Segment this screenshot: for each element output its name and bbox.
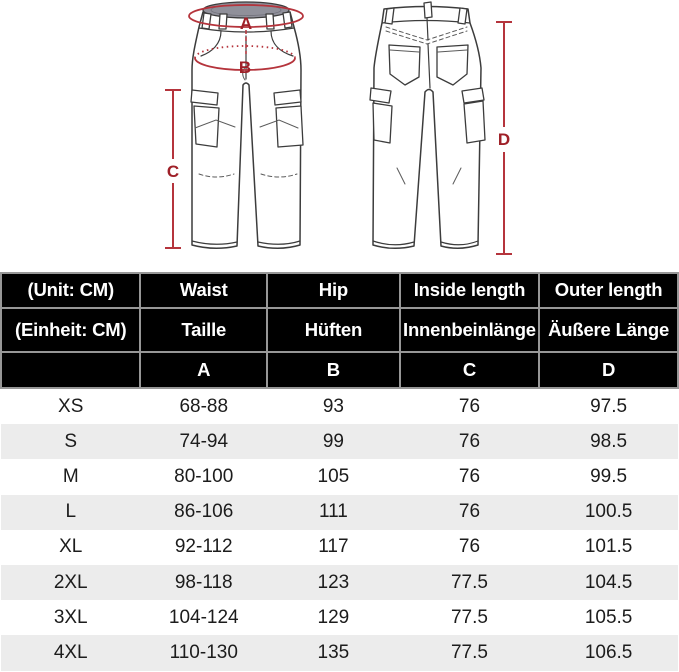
waist-cell: 104-124	[168, 606, 239, 628]
inside-length-cell: 77.5	[450, 606, 488, 628]
inside-length-cell: 76	[458, 465, 481, 487]
belt-loop	[458, 8, 467, 24]
measure-label-c: C	[166, 162, 180, 181]
pants-front-view	[191, 2, 303, 248]
outer-length-cell: 98.5	[590, 430, 628, 452]
inside-length-cell: 77.5	[450, 641, 488, 663]
size-cell: XL	[59, 536, 83, 558]
size-cell: M	[62, 465, 79, 487]
size-row-m	[1, 459, 678, 494]
size-cell: 4XL	[53, 641, 88, 663]
inseam-measure-c	[165, 90, 181, 248]
header-waist-de: Taille	[140, 308, 267, 352]
size-row-3xl	[1, 600, 678, 635]
size-row-xs	[1, 388, 678, 424]
header-outer-length-de: Äußere Länge	[539, 308, 678, 352]
header-outer-length-en: Outer length	[539, 273, 678, 308]
belt-loop	[385, 8, 394, 24]
cargo-pocket-flap-right	[274, 90, 301, 105]
size-row-2xl	[1, 565, 678, 600]
hip-cell: 93	[322, 395, 344, 417]
hip-cell: 117	[318, 536, 349, 558]
table-body	[1, 388, 678, 671]
size-row-s	[1, 424, 678, 459]
waist-cell: 92-112	[174, 536, 233, 558]
hip-cell: 99	[322, 430, 344, 452]
size-cell: 2XL	[53, 571, 88, 593]
cargo-pocket-right	[276, 106, 303, 147]
waist-cell: 68-88	[179, 395, 229, 417]
inside-length-cell: 76	[458, 395, 481, 417]
unit-label-de: (Einheit: CM)	[1, 308, 140, 352]
header-inside-length-de: Innenbeinlänge	[400, 308, 539, 352]
pants-back-view	[370, 2, 485, 248]
header-letter-b: B	[267, 352, 400, 388]
header-waist-en: Waist	[140, 273, 267, 308]
measure-label-b: B	[238, 58, 252, 77]
header-letter-c: C	[400, 352, 539, 388]
size-cell: 3XL	[53, 606, 88, 628]
outer-length-cell: 106.5	[584, 641, 633, 663]
waist-cell: 80-100	[174, 465, 234, 487]
waist-cell: 110-130	[169, 641, 238, 663]
cargo-pocket-flap-left	[191, 90, 218, 105]
header-row-german	[1, 308, 678, 352]
cargo-pocket-right	[464, 101, 485, 143]
outer-length-measure-d	[496, 22, 512, 254]
hip-cell: 129	[317, 606, 350, 628]
hip-cell: 135	[317, 641, 350, 663]
inside-length-cell: 76	[458, 501, 481, 523]
outer-length-cell: 101.5	[584, 536, 633, 558]
header-hip-en: Hip	[267, 273, 400, 308]
size-cell: XS	[58, 395, 84, 417]
size-row-4xl	[1, 635, 678, 670]
header-hip-de: Hüften	[267, 308, 400, 352]
inside-length-cell: 76	[458, 430, 481, 452]
belt-loop	[283, 12, 292, 28]
measure-label-d: D	[497, 130, 511, 149]
header-row-english	[1, 273, 678, 308]
size-cell: L	[65, 501, 77, 523]
header-letter-empty	[1, 352, 140, 388]
belt-loop	[424, 2, 432, 18]
hip-cell: 105	[317, 465, 350, 487]
hip-cell: 123	[317, 571, 350, 593]
size-row-xl	[1, 530, 678, 565]
cargo-pocket-flap-left	[370, 88, 391, 103]
inside-length-cell: 77.5	[450, 571, 488, 593]
measure-label-a: A	[239, 14, 253, 33]
table-header	[1, 273, 678, 388]
belt-loop	[202, 13, 211, 29]
header-letter-a: A	[140, 352, 267, 388]
unit-label-en: (Unit: CM)	[1, 273, 140, 308]
waist-cell: 98-118	[174, 571, 233, 593]
pants-diagram-svg	[0, 0, 679, 272]
pants-measurement-diagram	[0, 0, 679, 272]
header-inside-length-en: Inside length	[400, 273, 539, 308]
size-cell: S	[64, 430, 78, 452]
outer-length-cell: 104.5	[584, 571, 633, 593]
waist-cell: 86-106	[174, 501, 234, 523]
size-row-l	[1, 495, 678, 530]
outer-length-cell: 105.5	[584, 606, 633, 628]
size-chart-table	[0, 272, 679, 671]
cargo-pocket-left	[373, 103, 392, 143]
inside-length-cell: 76	[458, 536, 481, 558]
outer-length-cell: 100.5	[584, 501, 633, 523]
outer-length-cell: 97.5	[590, 395, 628, 417]
hip-cell: 111	[318, 501, 348, 523]
header-letter-d: D	[539, 352, 678, 388]
waist-cell: 74-94	[179, 430, 229, 452]
outer-length-cell: 99.5	[590, 465, 628, 487]
header-row-letters	[1, 352, 678, 388]
